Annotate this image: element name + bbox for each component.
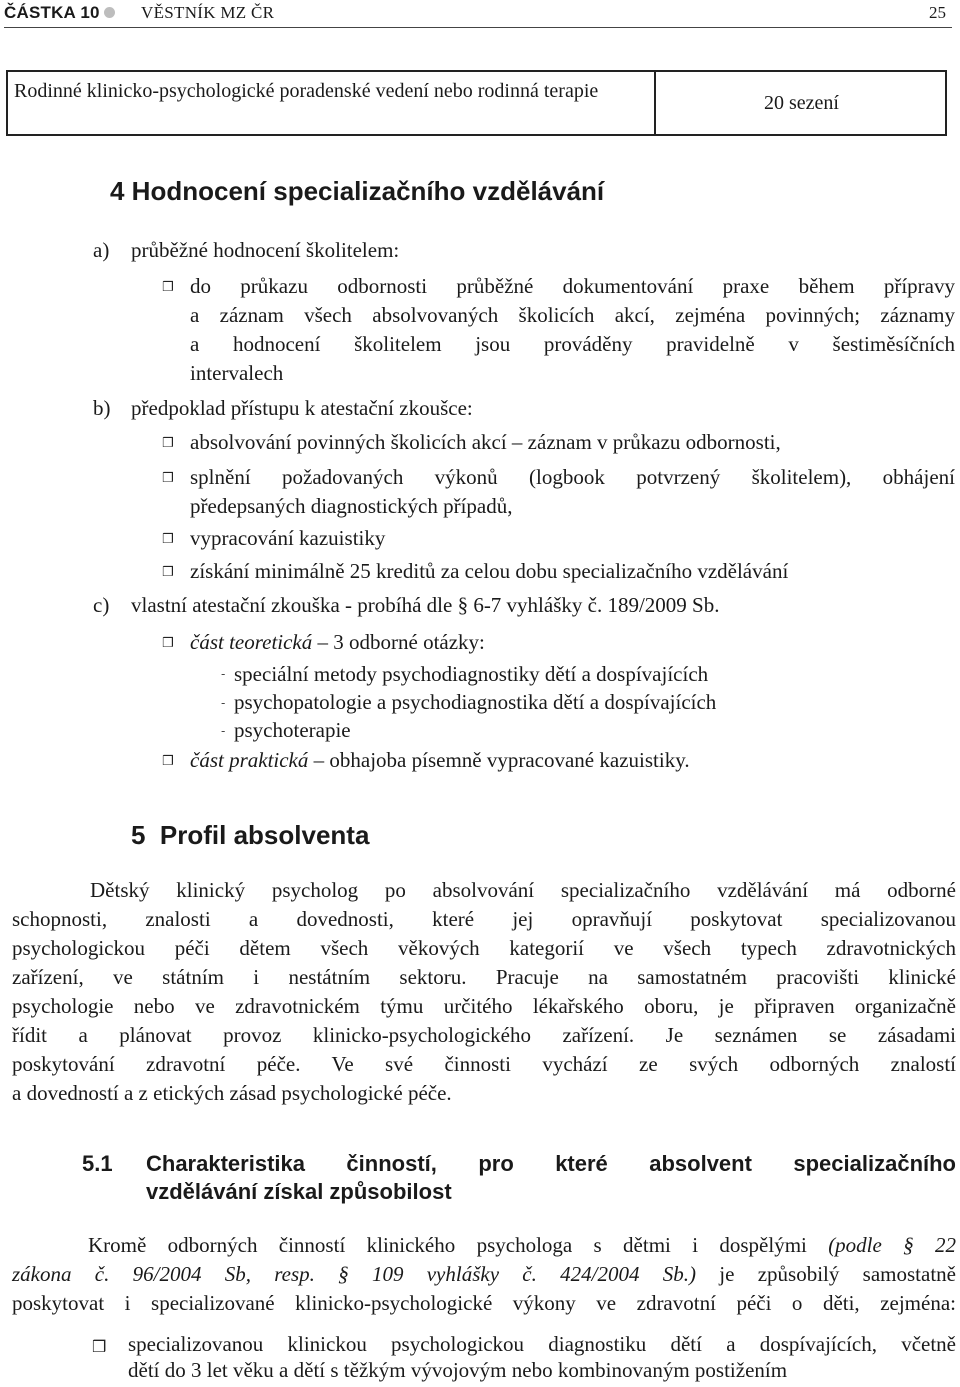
b-item-2-line-2: předepsaných diagnostických případů, [190,494,513,518]
checkbox-bullet-icon: ❒ [162,754,174,769]
item-a-marker: a) [93,238,110,262]
competence-paragraph-line-2: zákona č. 96/2004 Sb, resp. § 109 vyhlášky č. 424/2004 Sb.) je způsobilý samostatně [12,1262,956,1286]
journal-title: VĚSTNÍK MZ ČR [141,3,275,22]
activity-count: 20 sezení [764,91,839,114]
item-c-marker: c) [93,593,110,617]
section-4-title: 4 Hodnocení specializačního vzdělávání [110,176,605,206]
b-item-1: absolvování povinných školicích akcí – záznam v průkazu odbornosti, [190,430,781,454]
b-item-4: získání minimálně 25 kreditů za celou dobu specializačního vzdělávání [190,559,789,583]
page-number: 25 [929,3,946,22]
checkbox-bullet-icon: ❒ [162,471,174,486]
c-sub-item: psychoterapie [234,718,351,742]
issue-part: ČÁSTKA 10 [4,3,100,22]
section-5-1-title-line-2: vzdělávání získal způsobilost [146,1179,452,1204]
dash-bullet-icon: - [221,724,226,738]
profile-paragraph-line: zařízení, ve státním i nestátním sektoru. Pracuje na samostatném pracovišti klinické [12,965,956,989]
c-sub-item: psychopatologie a psychodiagnostika dětí a dospívajících [234,690,717,714]
profile-paragraph-line: psychologie nebo ve zdravotnickém týmu určitého lékařského oboru, je připraven organizačně [12,994,956,1018]
section-5-1-title-line-1: Charakteristika činností, pro které absolvent specializačního [146,1151,956,1176]
header-dot-icon [104,7,115,18]
checkbox-bullet-icon: ❒ [162,280,174,295]
dash-bullet-icon: - [221,696,226,710]
profile-paragraph-line: poskytování zdravotní péče. Ve své činnosti vychází ze svých odborných znalostí [12,1052,956,1076]
profile-paragraph-line: a dovedností a z etických zásad psychologické péče. [12,1081,452,1105]
c-item-2: část praktická – obhajoba písemně vypracované kazuistiky. [190,748,690,772]
competence-paragraph-line-3: poskytovat i specializované klinicko-psychologické výkony ve zdravotní péči o děti, zejména: [12,1291,956,1315]
activity-name: Rodinné klinicko-psychologické poradenské vedení nebo rodinná terapie [14,80,599,102]
header-rule [4,27,952,28]
a-item-line: do průkazu odbornosti průběžné dokumentování praxe během přípravy [190,274,955,298]
profile-paragraph-line: řídit a plánovat provoz klinicko-psychologického zařízení. Je seznámen se zásadami [12,1023,956,1047]
b-item-3: vypracování kazuistiky [190,526,386,550]
dash-bullet-icon: - [221,667,226,681]
page-header [0,0,960,26]
profile-paragraph-line: Dětský klinický psycholog po absolvování specializačního vzdělávání má odborné [90,878,956,902]
b-item-2-line-1: splnění požadovaných výkonů (logbook potvrzený školitelem), obhájení [190,465,955,489]
a-item-line: a záznam všech absolvovaných školicích akcí, zejména povinných; záznamy [190,303,955,327]
checkbox-bullet-icon: ❒ [162,636,174,651]
profile-paragraph-line: schopnosti, znalosti a dovednosti, které jej opravňují poskytovat specializovanou [12,907,956,931]
item-c-label: vlastní atestační zkouška - probíhá dle § 6-7 vyhlášky č. 189/2009 Sb. [131,593,720,617]
item-b-marker: b) [93,396,111,420]
c-item-1: část teoretická – 3 odborné otázky: [190,630,485,654]
table-column-divider [654,72,656,134]
checkbox-bullet-icon: ❒ [92,1337,107,1356]
checkbox-bullet-icon: ❒ [162,565,174,580]
a-item-line: a hodnocení školitelem jsou prováděny pravidelně v šestiměsíčních [190,332,955,356]
competence-item-1-line-1: specializovanou klinickou psychologickou diagnostiku dětí a dospívajících, včetně [128,1332,956,1356]
activity-table-row [6,70,947,136]
checkbox-bullet-icon: ❒ [162,436,174,451]
profile-paragraph-line: psychologickou péči dětem všech věkových kategorií ve všech typech zdravotnických [12,936,956,960]
checkbox-bullet-icon: ❒ [162,532,174,547]
section-5-title: 5 Profil absolventa [131,820,370,850]
a-item-line: intervalech [190,361,284,385]
competence-paragraph-line-1: Kromě odborných činností klinického psychologa s dětmi i dospělými (podle § 22 [88,1233,956,1257]
section-5-1-number: 5.1 [82,1151,113,1176]
item-a-label: průběžné hodnocení školitelem: [131,238,400,262]
competence-item-1-line-2: dětí do 3 let věku a dětí s těžkým vývojovým nebo kombinovaným postižením [128,1358,788,1382]
item-b-label: předpoklad přístupu k atestační zkoušce: [131,396,473,420]
c-sub-item: speciální metody psychodiagnostiky dětí a dospívajících [234,662,709,686]
